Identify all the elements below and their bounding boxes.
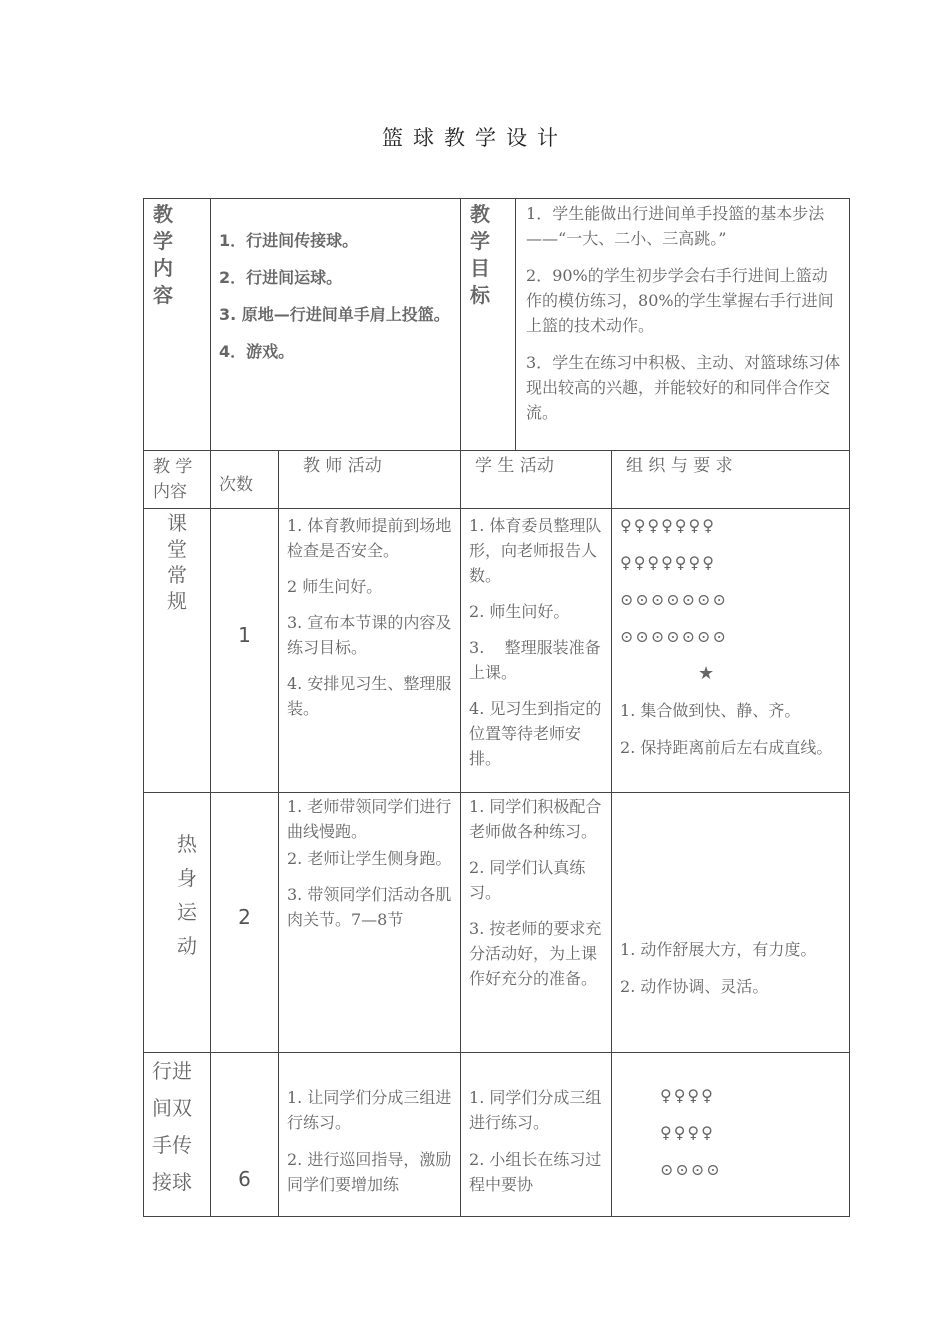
student-activity: 1. 同学们积极配合老师做各种练习。 2. 同学们认真练习。 3. 按老师的要求充分活动好，为上课作好充分的准备。	[461, 793, 612, 1053]
formation-line: ⊙⊙⊙⊙⊙⊙⊙	[620, 627, 728, 646]
header-row	[144, 451, 850, 509]
lesson-plan-table	[143, 198, 850, 1217]
goal-label-cell	[461, 199, 516, 451]
content-item: 4．游戏。	[219, 342, 295, 361]
teacher-activity: 1. 体育教师提前到场地检查是否安全。 2 师生问好。 3. 宣布本节课的内容及练习目标。 4. 安排见习生、整理服装。	[279, 509, 461, 793]
goal-item: 3．学生在练习中积极、主动、对篮球练习体现出较高的兴趣，并能较好的和同伴合作交流。	[526, 353, 841, 422]
teacher-star-icon: ★	[698, 663, 715, 684]
section-name: 热 身 运 动	[144, 793, 211, 1053]
content-label-cell	[144, 199, 211, 451]
content-item: 1．行进间传接球。	[219, 231, 359, 250]
formation-line: ♀♀♀♀♀♀♀	[620, 553, 716, 572]
teacher-activity: 1. 让同学们分成三组进行练习。 2. 进行巡回指导，激励同学们要增加练	[279, 1053, 461, 1217]
section-times: 6	[211, 1053, 279, 1217]
section-row	[144, 509, 850, 793]
page-title: 篮球教学设计	[382, 126, 568, 150]
formation-line: ♀♀♀♀	[660, 1086, 715, 1105]
content-label: 教 学 内 容	[153, 202, 173, 307]
content-item: 3. 原地—行进间单手肩上投篮。	[219, 305, 450, 324]
header-times: 次数	[211, 451, 279, 509]
content-goals-row	[144, 199, 850, 451]
formation-line: ⊙⊙⊙⊙	[660, 1160, 722, 1179]
goal-item: 2．90%的学生初步学会右手行进间上篮动作的模仿练习，80%的学生掌握右手行进间上篮的技术动作。	[526, 266, 834, 335]
teacher-activity: 1. 老师带领同学们进行曲线慢跑。 2. 老师让学生侧身跑。 3. 带领同学们活动各肌肉关节。7—8节	[279, 793, 461, 1053]
section-name: 课 堂 常 规	[144, 509, 211, 793]
organization: 1. 动作舒展大方，有力度。 2. 动作协调、灵活。	[612, 793, 850, 1053]
goal-label: 教 学 目 标	[470, 202, 491, 307]
section-name: 行进 间双 手传 接球	[144, 1053, 211, 1217]
student-activity: 1. 同学们分成三组进行练习。 2. 小组长在练习过程中要协	[461, 1053, 612, 1217]
section-row	[144, 1053, 850, 1217]
header-content: 教 学 内容	[144, 451, 211, 509]
formation-line: ♀♀♀♀♀♀♀	[620, 516, 716, 535]
content-item: 2．行进间运球。	[219, 268, 343, 287]
goal-items-cell	[516, 199, 850, 451]
formation-line: ♀♀♀♀	[660, 1123, 715, 1142]
organization	[612, 1053, 850, 1217]
student-activity: 1. 体育委员整理队形，向老师报告人数。 2. 师生问好。 3. 整理服装准备上课。 4. 见习生到指定的位置等待老师安排。	[461, 509, 612, 793]
formation-line: ⊙⊙⊙⊙⊙⊙⊙	[620, 590, 728, 609]
header-student: 学 生 活动	[461, 451, 612, 509]
section-times: 2	[211, 793, 279, 1053]
header-teacher: 教 师 活动	[279, 451, 461, 509]
header-org: 组 织 与 要 求	[612, 451, 850, 509]
content-items-cell	[211, 199, 461, 451]
section-row	[144, 793, 850, 1053]
goal-item: 1．学生能做出行进间单手投篮的基本步法——“一大、二小、三高跳。”	[526, 204, 825, 248]
organization: ♀♀♀♀♀♀♀ ♀♀♀♀♀♀♀ ⊙⊙⊙⊙⊙⊙⊙ ⊙⊙⊙⊙⊙⊙⊙ ★ 1. 集合做到快、静、齐。 2. 保持距离前后左右成直线。	[612, 509, 850, 793]
section-times: 1	[211, 509, 279, 793]
